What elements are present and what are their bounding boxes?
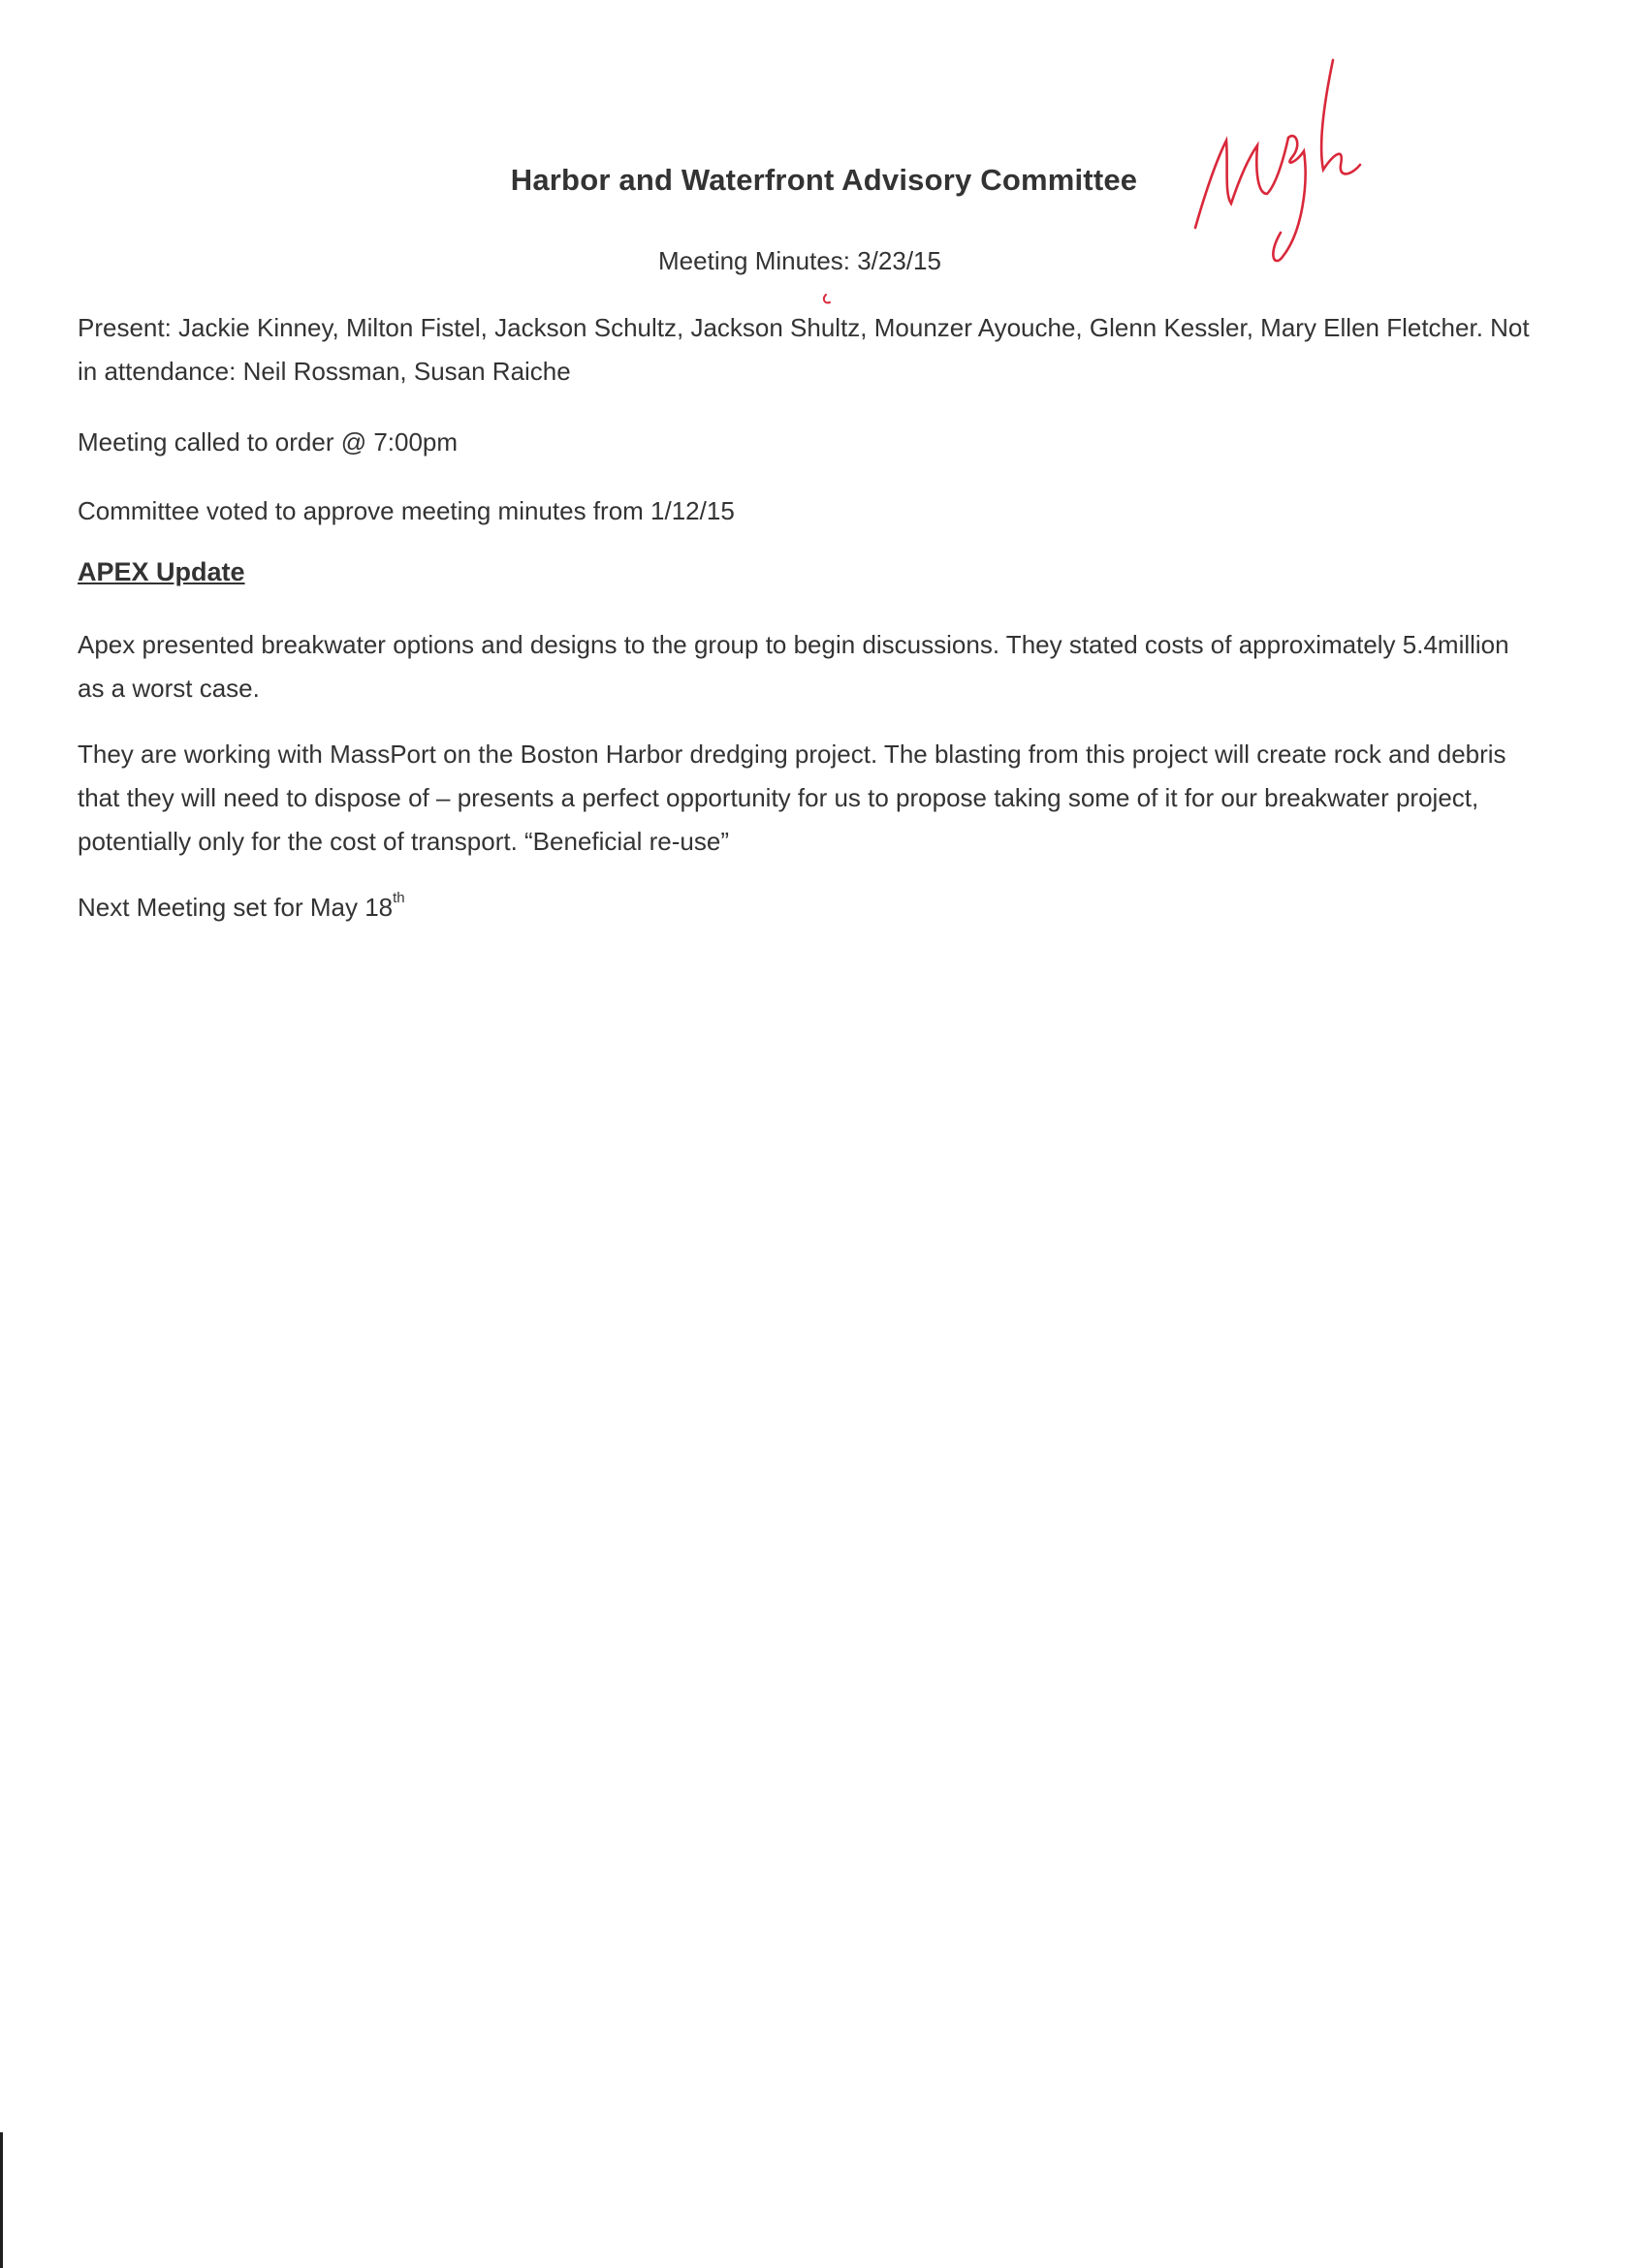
ordinal-suffix: th — [393, 890, 405, 906]
next-meeting-text: Next Meeting set for May 18 — [78, 893, 394, 922]
scan-edge-artifact — [0, 2132, 3, 2268]
attendance-paragraph: Present: Jackie Kinney, Milton Fistel, Jackson Schultz, Jackson Shultz, Mounzer Ayouche, Glenn Kessler, Mary Ellen Fletcher. Not in attendance: Neil Rossman, Susan Raiche — [78, 313, 1530, 386]
approval-of-minutes: Committee voted to approve meeting minutes from 1/12/15 — [78, 496, 735, 525]
apex-paragraph: Apex presented breakwater options and designs to the group to begin discussions. They stated costs of approximately 5.4million as a worst case. — [78, 630, 1509, 703]
page-title: Harbor and Waterfront Advisory Committee — [510, 163, 1138, 197]
meeting-date: Meeting Minutes: 3/23/15 — [658, 246, 941, 275]
section-heading-apex: APEX Update — [78, 557, 245, 586]
call-to-order: Meeting called to order @ 7:00pm — [78, 427, 459, 457]
next-meeting — [78, 886, 1532, 929]
massport-paragraph: They are working with MassPort on the Boston Harbor dredging project. The blasting from this project will create rock and debris that they will need to dispose of – presents a perfect opportunity for us to propose taking some of it for our breakwater project, potentially only for the cost of transport. “Beneficial re-use” — [78, 740, 1506, 856]
